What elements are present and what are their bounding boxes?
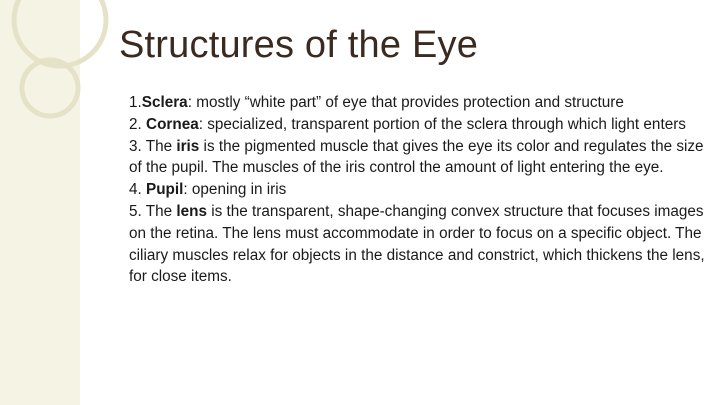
item-number: 3. [129, 137, 146, 155]
list-item-sclera [129, 92, 709, 114]
item-number: 4. [129, 181, 147, 199]
item-term: Sclera [141, 94, 188, 111]
list-item-pupil [129, 179, 709, 201]
slide-title: Structures of the Eye [119, 24, 479, 66]
item-text: is the transparent, shape-changing convex structure that focuses images on the retina. The lens must accommodate in order to focus on a specific object. The ciliary muscles relax for objects in the distance and constrict, which thickens the lens, for close items. [129, 202, 705, 286]
item-term: iris [176, 137, 200, 155]
item-term: Cornea [146, 115, 199, 133]
item-number: 2. [129, 115, 147, 133]
item-text: is the pigmented muscle that gives the eye its color and regulates the size of the pupil. The muscles of the iris control the amount of light entering the eye. [129, 137, 704, 177]
item-term: lens [176, 202, 207, 220]
list-item-cornea [129, 114, 709, 136]
decorative-circle-large [14, 0, 106, 66]
item-number: 5. [129, 202, 146, 220]
item-prefix: The [145, 137, 177, 155]
item-text: : mostly “white part” of eye that provides protection and structure [187, 94, 624, 111]
item-prefix: The [145, 202, 177, 220]
decorative-circle-small [22, 60, 78, 116]
item-text: : opening in iris [183, 181, 287, 199]
list-item-iris [129, 136, 709, 180]
item-number: 1. [129, 94, 142, 111]
list-item-lens [129, 201, 709, 288]
item-term: Pupil [146, 181, 184, 199]
slide-content [129, 92, 709, 288]
item-text: : specialized, transparent portion of the sclera through which light enters [198, 115, 686, 133]
decorative-circles [0, 0, 120, 130]
